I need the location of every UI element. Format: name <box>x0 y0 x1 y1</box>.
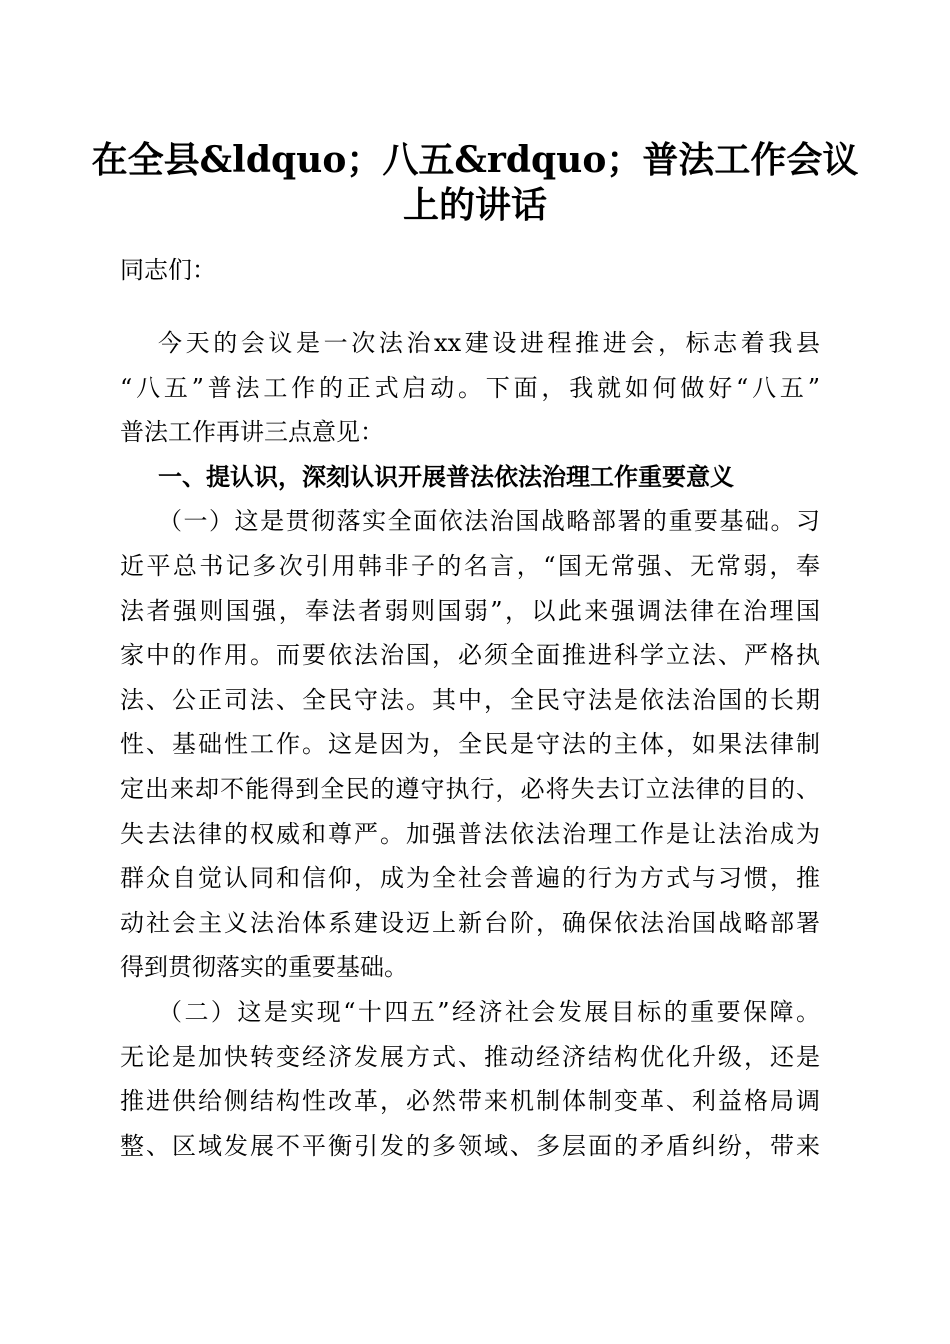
body-text-line: （一）这是贯彻落实全面依法治国战略部署的重要基础。习 <box>158 507 820 536</box>
body-text-line: 失去法律的权威和尊严。加强普法依法治理工作是让法治成为 <box>120 819 820 848</box>
document-title-line-2: 上的讲话 <box>402 184 547 226</box>
document-title-line-1: 在全县&ldquo；八五&rdquo；普法工作会议 <box>91 139 859 181</box>
body-text-line: 家中的作用。而要依法治国，必须全面推进科学立法、严格执 <box>120 641 820 670</box>
body-text-line: 定出来却不能得到全民的遵守执行，必将失去订立法律的目的、 <box>120 775 820 803</box>
body-text-line: 近平总书记多次引用韩非子的名言，“国无常强、无常弱，奉 <box>120 552 820 580</box>
body-text-line: 整、区域发展不平衡引发的多领域、多层面的矛盾纠纷，带来 <box>120 1131 820 1160</box>
body-text-line: 普法工作再讲三点意见： <box>120 418 384 447</box>
body-text-line: 今天的会议是一次法治xx建设进程推进会，标志着我县 <box>158 329 820 357</box>
body-text-line: 法者强则国强，奉法者弱则国弱”，以此来强调法律在治理国 <box>120 596 820 625</box>
body-text-line: 法、公正司法、全民守法。其中，全民守法是依法治国的长期 <box>120 685 820 714</box>
body-text-line: 动社会主义法治体系建设迈上新台阶，确保依法治国战略部署 <box>120 908 820 937</box>
body-text-line: 得到贯彻落实的重要基础。 <box>120 953 408 982</box>
body-text-line: 群众自觉认同和信仰，成为全社会普遍的行为方式与习惯，推 <box>120 864 820 893</box>
section-heading: 一、提认识，深刻认识开展普法依法治理工作重要意义 <box>158 461 734 491</box>
body-text-line: （二）这是实现“十四五”经济社会发展目标的重要保障。 <box>158 998 820 1026</box>
body-text-line: 无论是加快转变经济发展方式、推动经济结构优化升级，还是 <box>120 1042 820 1071</box>
body-text-line: “八五”普法工作的正式启动。下面，我就如何做好“八五” <box>120 373 820 402</box>
body-text-line: 性、基础性工作。这是因为，全民是守法的主体，如果法律制 <box>120 730 820 759</box>
body-text-line: 推进供给侧结构性改革，必然带来机制体制变革、利益格局调 <box>120 1087 820 1116</box>
salutation: 同志们： <box>120 256 216 284</box>
